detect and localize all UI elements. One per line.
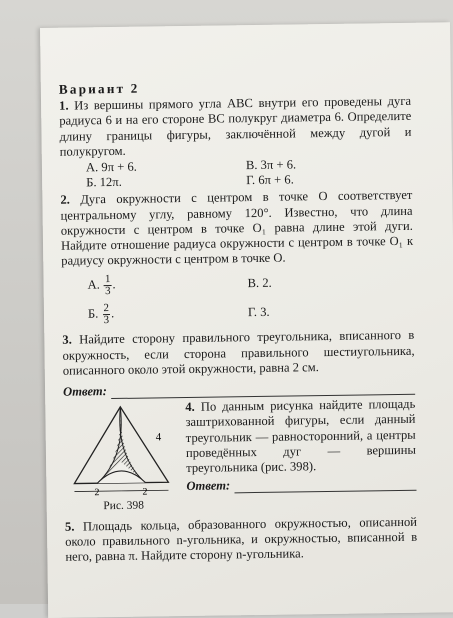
fraction-numerator: 2 <box>103 302 110 315</box>
question-2-option-b: В. 2. <box>247 276 272 291</box>
answer-label: Ответ: <box>62 384 107 399</box>
question-3-text: Найдите сторону правильного треугольника, вписанного в окружность, если сторона правильного шестиугольника, описанного около этой окружности, равна 2 см. <box>62 328 415 378</box>
figure-398 <box>63 400 183 515</box>
fraction-numerator: 1 <box>104 273 111 286</box>
question-4-paragraph <box>185 397 416 476</box>
figure-row <box>63 397 417 515</box>
figure-caption: Рис. 398 <box>103 500 145 513</box>
fraction-denominator: 3 <box>103 314 110 327</box>
question-2-text: Дуга окружности с центром в точке O соответствует центральному углу, равному 120°. Известно, что длина окружности с центром в точке O₁ равна длине этой дуги. Найдите отношение радиуса окружности с центром в точке O₁ к радиусу окружности с центром в точке O. <box>60 188 414 268</box>
question-2-number: 2. <box>60 193 70 208</box>
fraction-denominator: 3 <box>105 285 111 298</box>
base-right-label: 2 <box>142 486 148 498</box>
answer-label: Ответ: <box>186 478 231 494</box>
triangle-figure <box>63 400 182 498</box>
question-1-number: 1. <box>58 98 69 113</box>
question-4-number: 4. <box>185 400 195 415</box>
question-3 <box>62 328 415 379</box>
question-1-option: А. 9π + 6. <box>85 159 137 175</box>
option-label: А. <box>87 278 100 293</box>
question-5-text: Площадь кольца, образованного окружностью, описанной около правильного n-угольника, и окружностью, вписанной в него, равна π. Найдите сторону n-угольника. <box>65 514 418 564</box>
question-1-text: Из вершины прямого угла ABC внутри его проведены дуга радиуса 6 и на его стороне BC полукруг диаметра 6. Определите длину границы фигуры, заключённой между дугой и полукругом. <box>59 94 412 159</box>
option-label: Б. <box>87 307 99 322</box>
fraction <box>102 303 110 326</box>
question-1-option: Г. 6π + 6. <box>246 172 294 188</box>
answer-line-2 <box>186 476 416 494</box>
question-2-option-d: Г. 3. <box>247 305 270 320</box>
paper-sheet <box>40 22 453 618</box>
fraction <box>104 274 112 297</box>
question-1-options <box>86 156 412 191</box>
question-2-option-c: Б. $\frac{2}{3}$ . <box>87 302 115 327</box>
question-1-option: Б. 12π. <box>86 175 122 190</box>
variant-title: Вариант 2 <box>58 80 140 97</box>
question-2-options <box>87 270 414 327</box>
question-2-option-a: А. $\frac{1}{3}$ . <box>87 273 116 298</box>
question-5 <box>65 514 418 565</box>
base-left-label: 2 <box>94 487 100 498</box>
side-label: 4 <box>155 431 162 444</box>
question-2 <box>60 188 413 269</box>
question-4 <box>181 397 417 514</box>
inner-unshaded <box>97 462 145 484</box>
question-1 <box>59 94 412 160</box>
answer-field[interactable] <box>234 478 416 494</box>
question-3-number: 3. <box>62 333 72 348</box>
question-1-option: В. 3π + 6. <box>245 157 297 173</box>
question-5-number: 5. <box>64 519 75 534</box>
question-4-text: По данным рисунка найдите площадь заштрихованной фигуры, если данный треугольник — равносторонний, а центры проведённых дуг — вершины треугольника (рис. 398). <box>185 397 417 476</box>
page-content <box>59 77 418 565</box>
